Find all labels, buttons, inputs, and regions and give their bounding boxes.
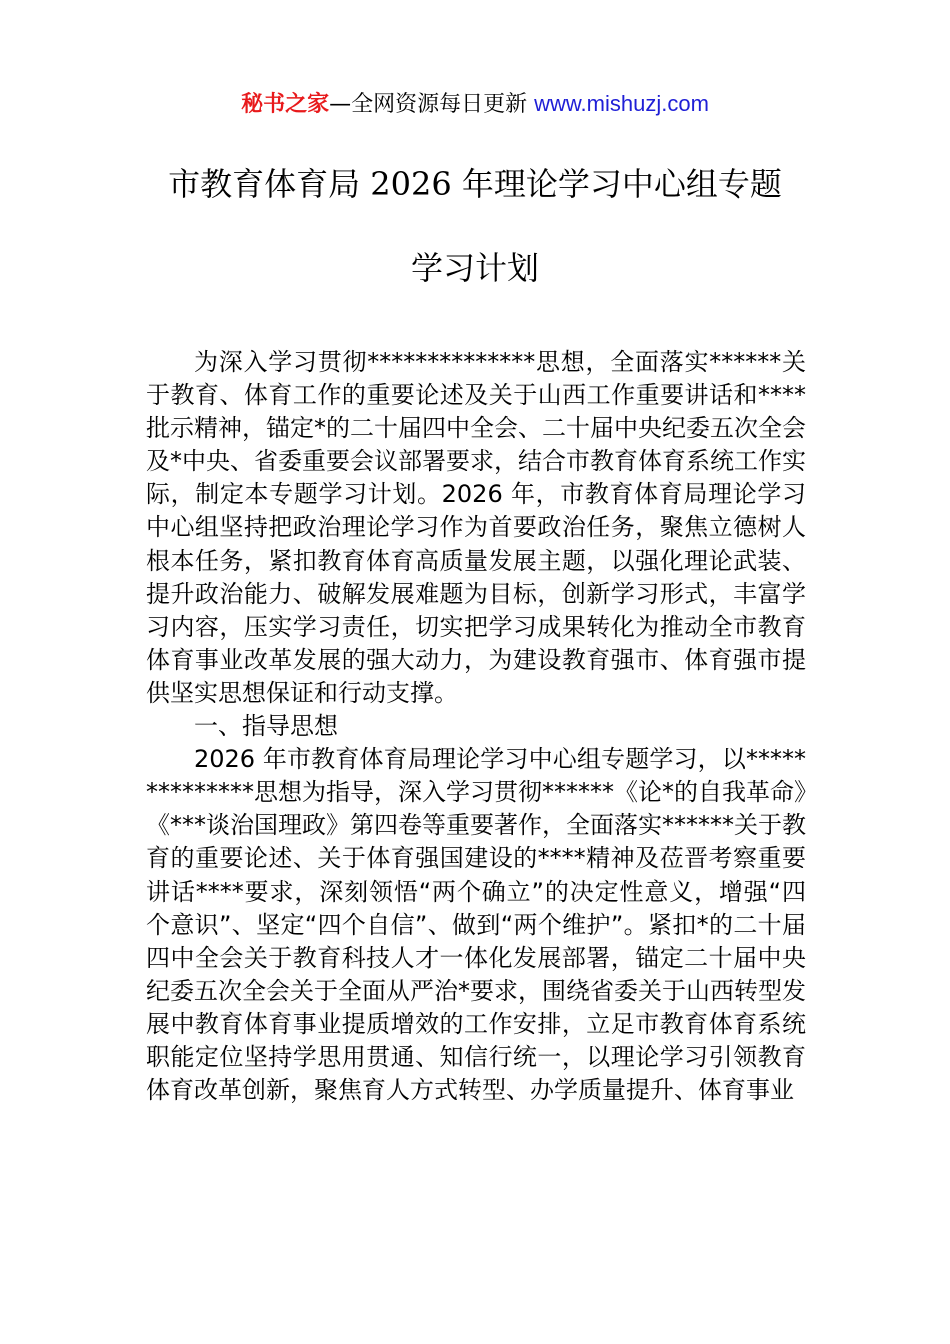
- title-line-1: 市教育体育局 2026 年理论学习中心组专题: [168, 165, 782, 203]
- document-title: [130, 160, 820, 292]
- site-tagline: —全网资源每日更新: [329, 92, 528, 117]
- site-brand: 秘书之家: [241, 92, 330, 117]
- site-header: [0, 88, 950, 121]
- document-body: [146, 346, 806, 1107]
- section-heading-guiding-ideology: 一、指导思想: [194, 712, 338, 741]
- site-url-link[interactable]: www.mishuzj.com: [534, 91, 709, 116]
- title-line-2: 学习计划: [410, 249, 539, 287]
- intro-paragraph: 为深入学习贯彻**************思想，全面落实******关于教育、体育工作的重要论述及关于山西工作重要讲话和****批示精神，锚定*的二十届四中全会、二十届中央纪委五次全会及*中央、省委重要会议部署要求，结合市教育体育系统工作实际，制定本专题学习计划。2026 年，市教育体育局理论学习中心组坚持把政治理论学习作为首要政治任务，聚焦立德树人根本任务，紧扣教育体育高质量发展主题，以强化理论武装、提升政治能力、破解发展难题为目标，创新学习形式，丰富学习内容，压实学习责任，切实把学习成果转化为推动全市教育体育事业改革发展的强大动力，为建设教育强市、体育强市提供坚实思想保证和行动支撑。: [146, 348, 806, 707]
- section-1-paragraph: 2026 年市教育体育局理论学习中心组专题学习，以**************思想为指导，深入学习贯彻******《论*的自我革命》《***谈治国理政》第四卷等重要著作，全面落实******关于教育的重要论述、关于体育强国建设的****精神及莅晋考察重要讲话****要求，深刻领悟“两个确立”的决定性意义，增强“四个意识”、坚定“四个自信”、做到“两个维护”。紧扣*的二十届四中全会关于教育科技人才一体化发展部署，锚定二十届中央纪委五次全会关于全面从严治*要求，围绕省委关于山西转型发展中教育体育事业提质增效的工作安排，立足市教育体育系统职能定位坚持学思用贯通、知信行统一，以理论学习引领教育体育改革创新，聚焦育人方式转型、办学质量提升、体育事业: [146, 745, 806, 1105]
